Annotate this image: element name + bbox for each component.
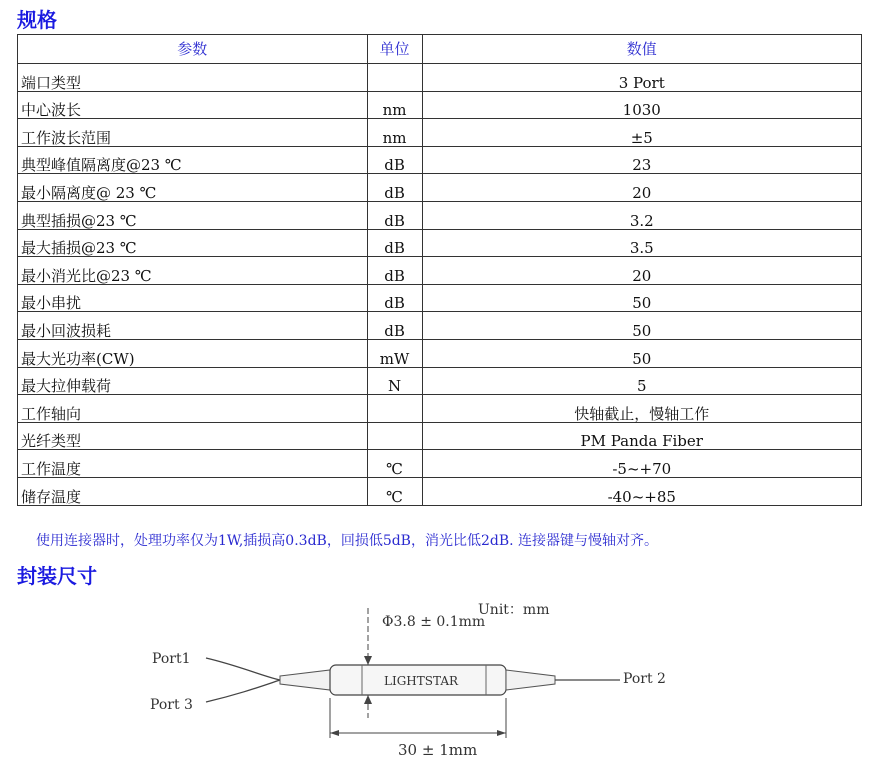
fiber-port1 [206, 658, 280, 680]
table-row [18, 395, 862, 423]
port2-label: Port 2 [623, 671, 666, 687]
value-cell: 20 [422, 174, 861, 202]
param-cell: 中心波长 [18, 91, 368, 119]
package-title: 封装尺寸 [17, 564, 97, 588]
param-cell: 最小回波损耗 [18, 312, 368, 340]
diameter-label: Φ3.8 ± 0.1mm [382, 614, 486, 630]
unit-cell [367, 395, 422, 423]
param-cell: 光纤类型 [18, 422, 368, 450]
table-row [18, 146, 862, 174]
right-boot [506, 670, 555, 690]
param-cell: 最小消光比@23 ℃ [18, 257, 368, 285]
value-cell: 50 [422, 339, 861, 367]
header-unit: 单位 [367, 35, 422, 64]
unit-cell: N [367, 367, 422, 395]
value-cell: 3.5 [422, 229, 861, 257]
port3-label: Port 3 [150, 697, 193, 713]
table-row [18, 284, 862, 312]
header-value: 数值 [422, 35, 861, 64]
value-cell: PM Panda Fiber [422, 422, 861, 450]
table-row [18, 201, 862, 229]
unit-cell: ℃ [367, 477, 422, 505]
unit-cell: dB [367, 257, 422, 285]
value-cell: 5 [422, 367, 861, 395]
value-cell: 23 [422, 146, 861, 174]
table-row [18, 367, 862, 395]
unit-cell: nm [367, 119, 422, 147]
unit-cell: dB [367, 146, 422, 174]
table-row [18, 422, 862, 450]
param-cell: 工作波长范围 [18, 119, 368, 147]
table-row [18, 477, 862, 505]
unit-cell: ℃ [367, 450, 422, 478]
table-row [18, 64, 862, 92]
left-boot [280, 670, 330, 690]
param-cell: 最大拉伸载荷 [18, 367, 368, 395]
value-cell: 快轴截止，慢轴工作 [422, 395, 861, 423]
unit-cell: mW [367, 339, 422, 367]
param-cell: 储存温度 [18, 477, 368, 505]
table-row [18, 91, 862, 119]
table-row [18, 119, 862, 147]
unit-cell: dB [367, 284, 422, 312]
value-cell: ±5 [422, 119, 861, 147]
param-cell: 最小串扰 [18, 284, 368, 312]
table-row [18, 450, 862, 478]
brand-label: LIGHTSTAR [384, 674, 459, 688]
value-cell: 50 [422, 312, 861, 340]
port1-label: Port1 [152, 651, 191, 667]
unit-label: Unit：mm [478, 602, 550, 618]
value-cell: -40~+85 [422, 477, 861, 505]
param-cell: 最大光功率(CW) [18, 339, 368, 367]
usage-note: 使用连接器时，处理功率仅为1W,插损高0.3dB，回损低5dB，消光比低2dB. 连接器键与慢轴对齐。 [36, 533, 659, 549]
unit-cell [367, 422, 422, 450]
param-cell: 典型插损@23 ℃ [18, 201, 368, 229]
value-cell: 3 Port [422, 64, 861, 92]
package-drawing [0, 590, 881, 777]
unit-cell: dB [367, 201, 422, 229]
spec-table [17, 34, 862, 506]
unit-cell: dB [367, 229, 422, 257]
value-cell: 50 [422, 284, 861, 312]
unit-cell: dB [367, 312, 422, 340]
param-cell: 工作温度 [18, 450, 368, 478]
fiber-port3 [206, 680, 280, 702]
param-cell: 最大插损@23 ℃ [18, 229, 368, 257]
table-row [18, 229, 862, 257]
spec-title: 规格 [17, 8, 57, 32]
value-cell: 3.2 [422, 201, 861, 229]
value-cell: 1030 [422, 91, 861, 119]
table-row [18, 174, 862, 202]
param-cell: 典型峰值隔离度@23 ℃ [18, 146, 368, 174]
value-cell: 20 [422, 257, 861, 285]
param-cell: 最小隔离度@ 23 ℃ [18, 174, 368, 202]
unit-cell: dB [367, 174, 422, 202]
param-cell: 工作轴向 [18, 395, 368, 423]
table-row [18, 257, 862, 285]
unit-cell [367, 64, 422, 92]
value-cell: -5~+70 [422, 450, 861, 478]
table-row [18, 339, 862, 367]
table-row [18, 312, 862, 340]
header-param: 参数 [18, 35, 368, 64]
unit-cell: nm [367, 91, 422, 119]
table-header-row [18, 35, 862, 64]
param-cell: 端口类型 [18, 64, 368, 92]
length-label: 30 ± 1mm [398, 741, 478, 759]
